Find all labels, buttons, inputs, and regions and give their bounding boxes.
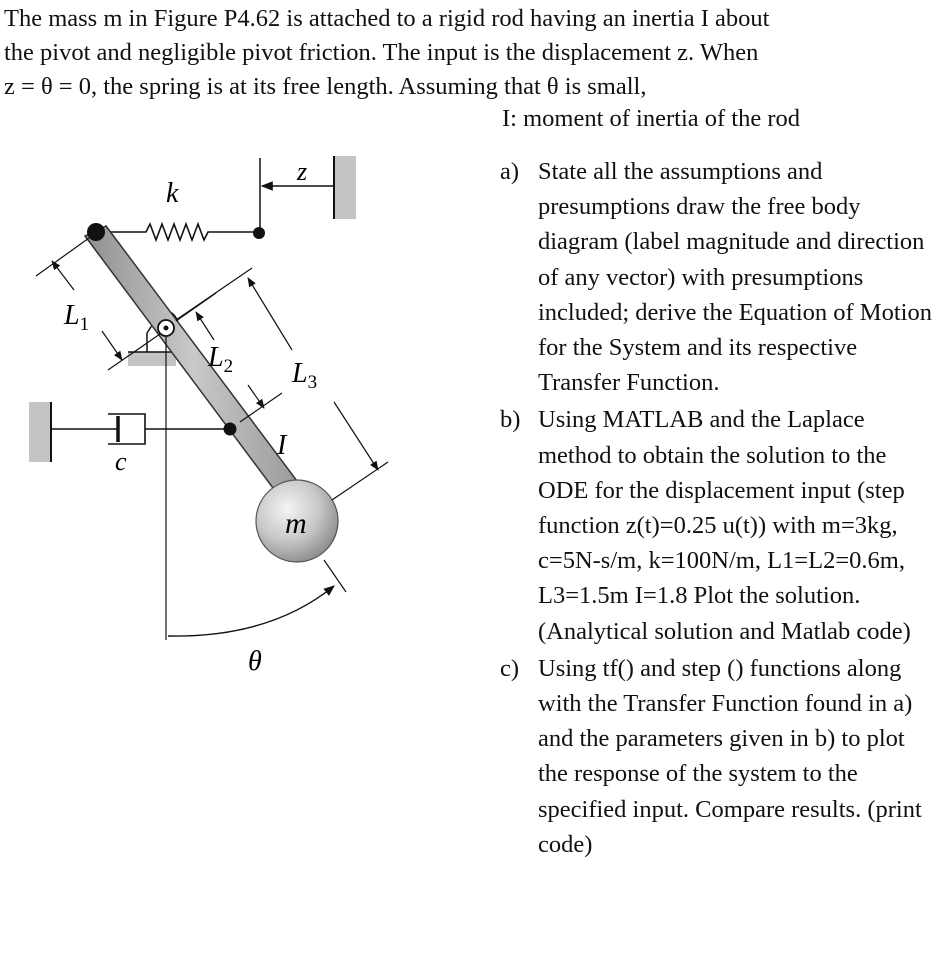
l1-arrow-up [52,261,74,290]
label-l3: $L_3$ [292,358,318,393]
l1-ext-top [36,238,89,276]
l3-ext-bottom [332,462,388,500]
task-marker: b) [500,406,521,434]
task-a [500,154,936,400]
theta-rod-extension [324,560,346,592]
label-c: c [115,447,127,476]
task-b [500,402,936,648]
l2-arrow-up [196,312,214,340]
rod-top-node [87,223,105,241]
label-l1: $L_1$ [64,300,90,335]
figure-p4-62 [0,140,500,680]
l1-arrow-down [102,331,122,360]
label-inertia: I [277,430,287,461]
spring [100,224,258,240]
task-text: State all the assumptions and presumptions draw the free body diagram (label magnitude and direction of any vector) with presumptions included; derive the Equation of Motion for the System and its respective Transfer Function. [538,158,932,397]
task-marker: c) [500,654,520,682]
task-marker: a) [500,158,520,185]
l3-arrow-up [248,278,292,350]
label-m: m [285,507,307,540]
theta-arc [168,586,334,636]
label-z: z [297,157,308,186]
damper-attachment-node [224,423,237,436]
l3-arrow-down [334,402,378,470]
label-theta: θ [248,646,262,677]
pivot-base [128,352,176,366]
problem-line-3: z = θ = 0, the spring is at its free length. Assuming that θ is small, [4,73,647,100]
task-text: Using tf() and step () functions along with the Transfer Function found in a) and the parameters given in b) to plot the response of the system to the specified input. Compare results. (print code) [538,654,922,858]
damper-wall [29,402,51,462]
l3-ext-top [176,268,252,320]
spring-end-node [253,227,265,239]
problem-statement [4,2,929,104]
label-l2: $L_2$ [208,342,234,377]
problem-line-1: The mass m in Figure P4.62 is attached to a rigid rod having an inertia I about [4,5,770,32]
task-list [500,154,936,864]
task-c [500,651,936,862]
l2-ext-bottom [240,393,282,422]
task-text: Using MATLAB and the Laplace method to obtain the solution to the ODE for the displacement input (step function z(t)=0.25 u(t)) with m=3kg, c=5N-s/m, k=100N/m, L1=L2=0.6m, L3=1.5m I=1.8 Plot the solution. (Analytical solution and Matlab code) [538,406,911,645]
input-wall [334,156,356,219]
problem-line-2: the pivot and negligible pivot friction. The input is the displacement z. When [4,39,759,66]
pivot-center [164,326,169,331]
l2-arrow-down [248,385,264,408]
label-k: k [166,178,179,209]
inertia-definition: I: moment of inertia of the rod [502,105,800,132]
